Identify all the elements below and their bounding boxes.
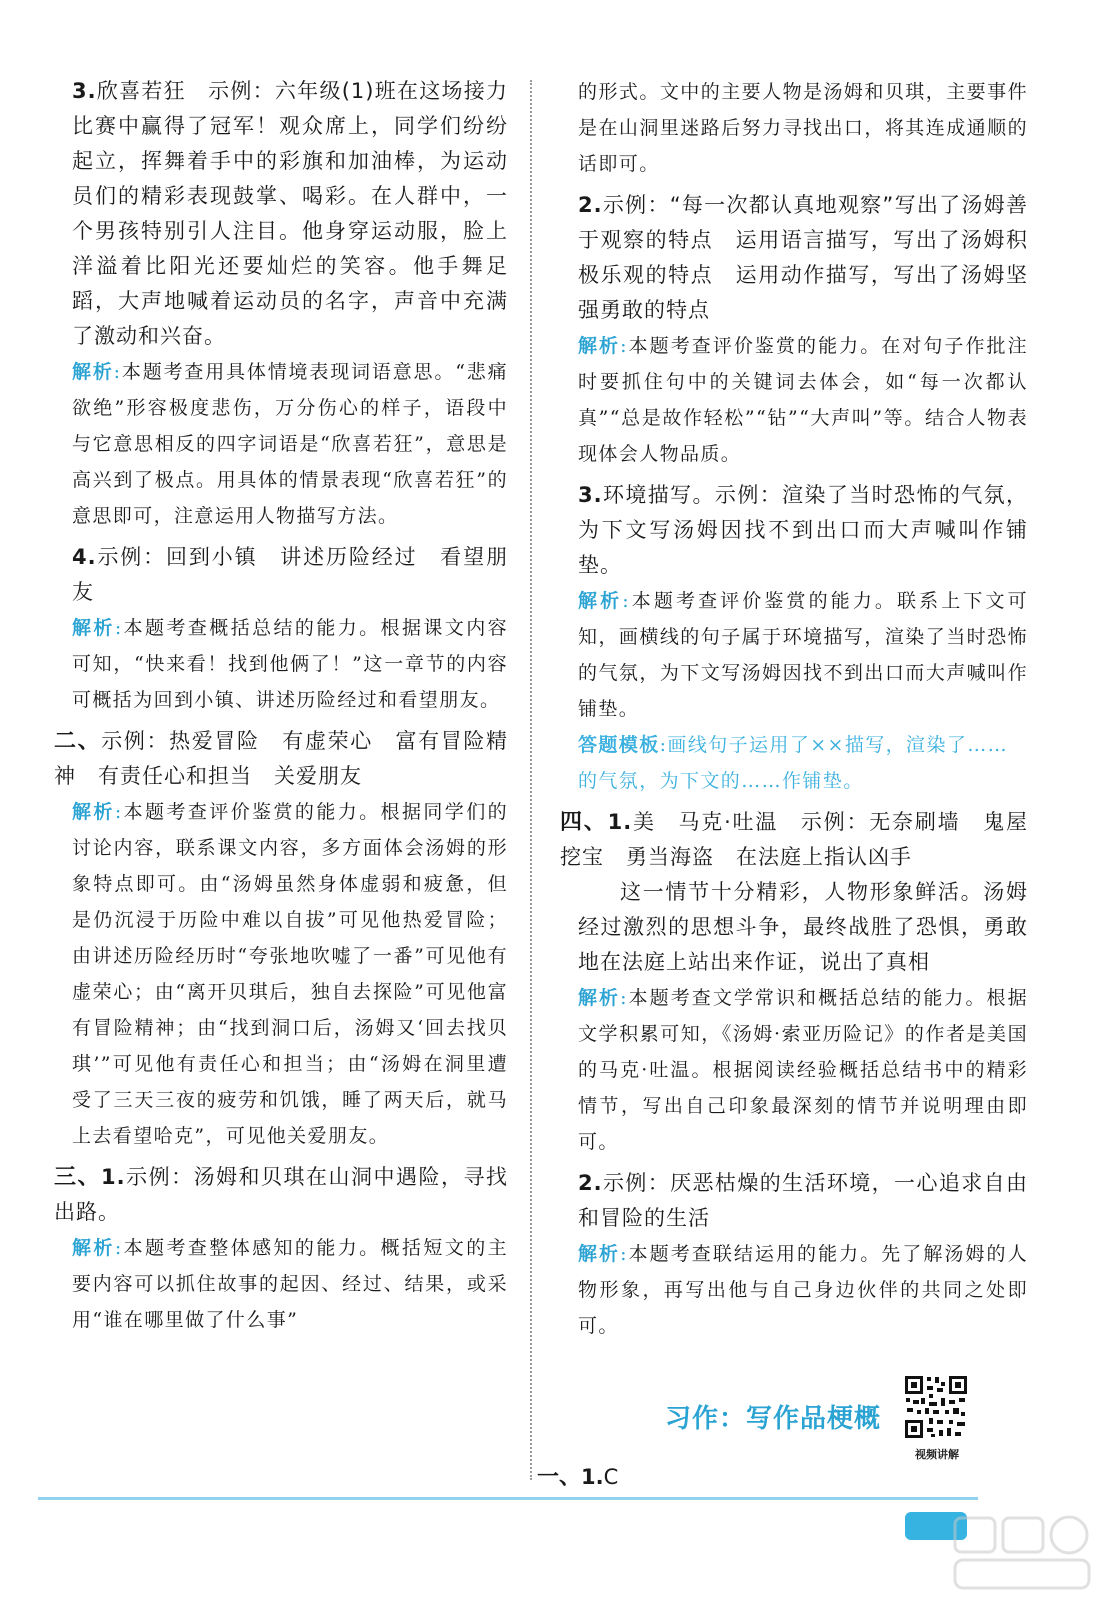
answer-template-text: 画线句子运用了××描写，渲染了……的气氛，为下文的……作铺垫。 <box>578 734 1009 792</box>
analysis-tag: 解析 <box>578 335 621 357</box>
analysis-continuation <box>578 74 1028 182</box>
question-number: 4. <box>72 545 97 569</box>
analysis-tag: 解析 <box>578 987 621 1009</box>
answer-text: 示例：热爱冒险 有虚荣心 富有冒险精神 有责任心和担当 关爱朋友 <box>54 729 508 788</box>
analysis-tag: 解析 <box>72 361 114 383</box>
analysis-tag: 解析 <box>578 590 623 612</box>
answer-template-tag: 答题模板 <box>578 734 660 756</box>
answer-text-reason: 这一情节十分精彩，人物形象鲜活。汤姆经过激烈的思想斗争，最终战胜了恐惧，勇敢地在法庭上站出来作证，说出了真相 <box>578 880 1028 974</box>
question-number: 2. <box>578 1171 603 1195</box>
left-column <box>54 79 508 1344</box>
question-number: 3. <box>72 79 97 103</box>
watermark-logo <box>947 1510 1097 1594</box>
analysis-tag: 解析 <box>72 1237 115 1259</box>
analysis-text: 本题考查评价鉴赏的能力。根据同学们的讨论内容，联系课文内容，多方面体会汤姆的形象特点即可。由“汤姆虽然身体虚弱和疲惫，但是仍沉浸于历险中难以自拔”可见他热爱冒险；由讲述历险经历时“夸张地吹嘘了一番”可见他有虚荣心；由“离开贝琪后，独自去探险”可见他富有冒险精神；由“找到洞口后，汤姆又‘回去找贝琪’”可见他有责任心和担当；由“汤姆在洞里遭受了三天三夜的疲劳和饥饿，睡了两天后，就马上去看望哈克”，可见他关爱朋友。 <box>72 801 508 1147</box>
column-divider <box>530 80 532 1480</box>
qr-code-label: 视频讲解 <box>915 1448 959 1461</box>
qr-code-icon[interactable] <box>903 1374 969 1440</box>
answer-block-section-3-q3: 3.环境描写。示例：渲染了当时恐怖的气氛，为下文写汤姆因找不到出口而大声喊叫作铺垫。 解析:本题考查评价鉴赏的能力。联系上下文可知，画横线的句子属于环境描写，渲染了当时恐怖的气氛，为下文写汤姆因找不到出口而大声喊叫作铺垫。 答题模板:画线句子运用了××描写，渲染了……的气氛，为下文的……作铺垫。 <box>578 483 1028 792</box>
analysis-text: 本题考查评价鉴赏的能力。在对句子作批注时要抓住句中的关键词去体会，如“每一次都认真”“总是故作轻松”“钻”“大声叫”等。结合人物表现体会人物品质。 <box>578 335 1028 465</box>
answer-block-section-2: 二、示例：热爱冒险 有虚荣心 富有冒险精神 有责任心和担当 关爱朋友 解析:本题考查评价鉴赏的能力。根据同学们的讨论内容，联系课文内容，多方面体会汤姆的形象特点即可。由“汤姆虽然身体虚弱和疲惫，但是仍沉浸于历险中难以自拔”可见他热爱冒险；由讲述历险经历时“夸张地吹嘘了一番”可见他有虚荣心；由“离开贝琪后，独自去探险”可见他富有冒险精神；由“找到洞口后，汤姆又‘回去找贝琪’”可见他有责任心和担当；由“汤姆在洞里遭受了三天三夜的疲劳和饥饿，睡了两天后，就马上去看望哈克”，可见他关爱朋友。 <box>54 729 508 1147</box>
analysis-text: 本题考查联结运用的能力。先了解汤姆的人物形象，再写出他与自己身边伙伴的共同之处即可。 <box>578 1243 1028 1337</box>
section-mark: 一、 <box>537 1465 582 1490</box>
answer-block-section-4-q2: 2.示例：厌恶枯燥的生活环境，一心追求自由和冒险的生活 解析:本题考查联结运用的能力。先了解汤姆的人物形象，再写出他与自己身边伙伴的共同之处即可。 <box>578 1171 1028 1337</box>
analysis-text: 本题考查整体感知的能力。概括短文的主要内容可以抓住故事的起因、经过、结果，或采用“谁在哪里做了什么事” <box>72 1237 508 1331</box>
answer-block-section-3-q1: 三、1.示例：汤姆和贝琪在山洞中遇险，寻找出路。 解析:本题考查整体感知的能力。概括短文的主要内容可以抓住故事的起因、经过、结果，或采用“谁在哪里做了什么事” <box>54 1165 508 1331</box>
analysis-tag: 解析 <box>72 617 115 639</box>
analysis-text: 本题考查用具体情境表现词语意思。“悲痛欲绝”形容极度悲伤，万分伤心的样子，语段中与它意思相反的四字词语是“欣喜若狂”，意思是高兴到了极点。用具体的情景表现“欣喜若狂”的意思即可，注意运用人物描写方法。 <box>72 361 508 527</box>
answer-text: 示例：汤姆和贝琪在山洞中遇险，寻找出路。 <box>54 1165 508 1224</box>
answer-text: 示例：回到小镇 讲述历险经过 看望朋友 <box>72 545 508 604</box>
analysis-text: 本题考查概括总结的能力。根据课文内容可知，“快来看！找到他俩了！”这一章节的内容可概括为回到小镇、讲述历险经过和看望朋友。 <box>72 617 508 711</box>
answer-text: 示例：“每一次都认真地观察”写出了汤姆善于观察的特点 运用语言描写，写出了汤姆积极乐观的特点 运用动作描写，写出了汤姆坚强勇敢的特点 <box>578 193 1028 322</box>
composition-section-title: 习作：写作品梗概 <box>665 1404 882 1434</box>
answer-block-q4: 4.示例：回到小镇 讲述历险经过 看望朋友 解析:本题考查概括总结的能力。根据课文内容可知，“快来看！找到他俩了！”这一章节的内容可概括为回到小镇、讲述历险经过和看望朋友。 <box>72 545 508 711</box>
analysis-tag: 解析 <box>72 801 115 823</box>
answer-text: C <box>603 1465 619 1489</box>
analysis-text: 的形式。文中的主要人物是汤姆和贝琪，主要事件是在山洞里迷路后努力寻找出口，将其连成通顺的话即可。 <box>578 81 1028 175</box>
answer-text: 环境描写。示例：渲染了当时恐怖的气氛，为下文写汤姆因找不到出口而大声喊叫作铺垫。 <box>578 483 1028 577</box>
analysis-text: 本题考查评价鉴赏的能力。联系上下文可知，画横线的句子属于环境描写，渲染了当时恐怖的气氛，为下文写汤姆因找不到出口而大声喊叫作铺垫。 <box>578 590 1028 720</box>
section-mark: 二、 <box>54 729 102 754</box>
answer-text: 示例：厌恶枯燥的生活环境，一心追求自由和冒险的生活 <box>578 1171 1028 1230</box>
section-mark: 四、 <box>560 810 608 835</box>
analysis-tag: 解析 <box>578 1243 621 1265</box>
analysis-text: 本题考查文学常识和概括总结的能力。根据文学积累可知，《汤姆·索亚历险记》的作者是美国的马克·吐温。根据阅读经验概括总结书中的精彩情节，写出自己印象最深刻的情节并说明理由即可。 <box>578 987 1028 1153</box>
question-number: 3. <box>578 483 603 507</box>
answer-text: 欣喜若狂 示例：六年级(1)班在这场接力比赛中赢得了冠军！观众席上，同学们纷纷起立，挥舞着手中的彩旗和加油棒，为运动员们的精彩表现鼓掌、喝彩。在人群中，一个男孩特别引人注目。他身穿运动服，脸上洋溢着比阳光还要灿烂的笑容。他手舞足蹈，大声地喊着运动员的名字，声音中充满了激动和兴奋。 <box>72 79 508 348</box>
question-number: 1. <box>607 810 633 834</box>
question-number: 1. <box>581 1465 604 1489</box>
answer-text: 美 马克·吐温 示例：无奈刷墙 鬼屋挖宝 勇当海盗 在法庭上指认凶手 <box>560 810 1028 869</box>
right-column <box>560 80 1028 1350</box>
answer-block-section-4-q1: 四、1.美 马克·吐温 示例：无奈刷墙 鬼屋挖宝 勇当海盗 在法庭上指认凶手 这一情节十分精彩，人物形象鲜活。汤姆经过激烈的思想斗争，最终战胜了恐惧，勇敢地在法庭上站出来作证，说出了真相 解析:本题考查文学常识和概括总结的能力。根据文学积累可知，《汤姆·索亚历险记》的作者是美国的马克·吐温。根据阅读经验概括总结书中的精彩情节，写出自己印象最深刻的情节并说明理由即可。 <box>560 810 1028 1153</box>
section-mark: 三、 <box>54 1165 101 1190</box>
footer-rule <box>38 1497 978 1500</box>
question-number: 1. <box>101 1165 126 1189</box>
answer-block-section-3-q2: 2.示例：“每一次都认真地观察”写出了汤姆善于观察的特点 运用语言描写，写出了汤姆积极乐观的特点 运用动作描写，写出了汤姆坚强勇敢的特点 解析:本题考查评价鉴赏的能力。在对句子作批注时要抓住句中的关键词去体会，如“每一次都认真”“总是故作轻松”“钻”“大声叫”等。结合人物表现体会人物品质。 <box>578 193 1028 465</box>
question-number: 2. <box>578 193 603 217</box>
next-section-answer <box>537 1460 618 1491</box>
answer-block-q3: 3.欣喜若狂 示例：六年级(1)班在这场接力比赛中赢得了冠军！观众席上，同学们纷纷起立，挥舞着手中的彩旗和加油棒，为运动员们的精彩表现鼓掌、喝彩。在人群中，一个男孩特别引人注目。他身穿运动服，脸上洋溢着比阳光还要灿烂的笑容。他手舞足蹈，大声地喊着运动员的名字，声音中充满了激动和兴奋。 解析:本题考查用具体情境表现词语意思。“悲痛欲绝”形容极度悲伤，万分伤心的样子，语段中与它意思相反的四字词语是“欣喜若狂”，意思是高兴到了极点。用具体的情景表现“欣喜若狂”的意思即可，注意运用人物描写方法。 <box>72 79 508 527</box>
